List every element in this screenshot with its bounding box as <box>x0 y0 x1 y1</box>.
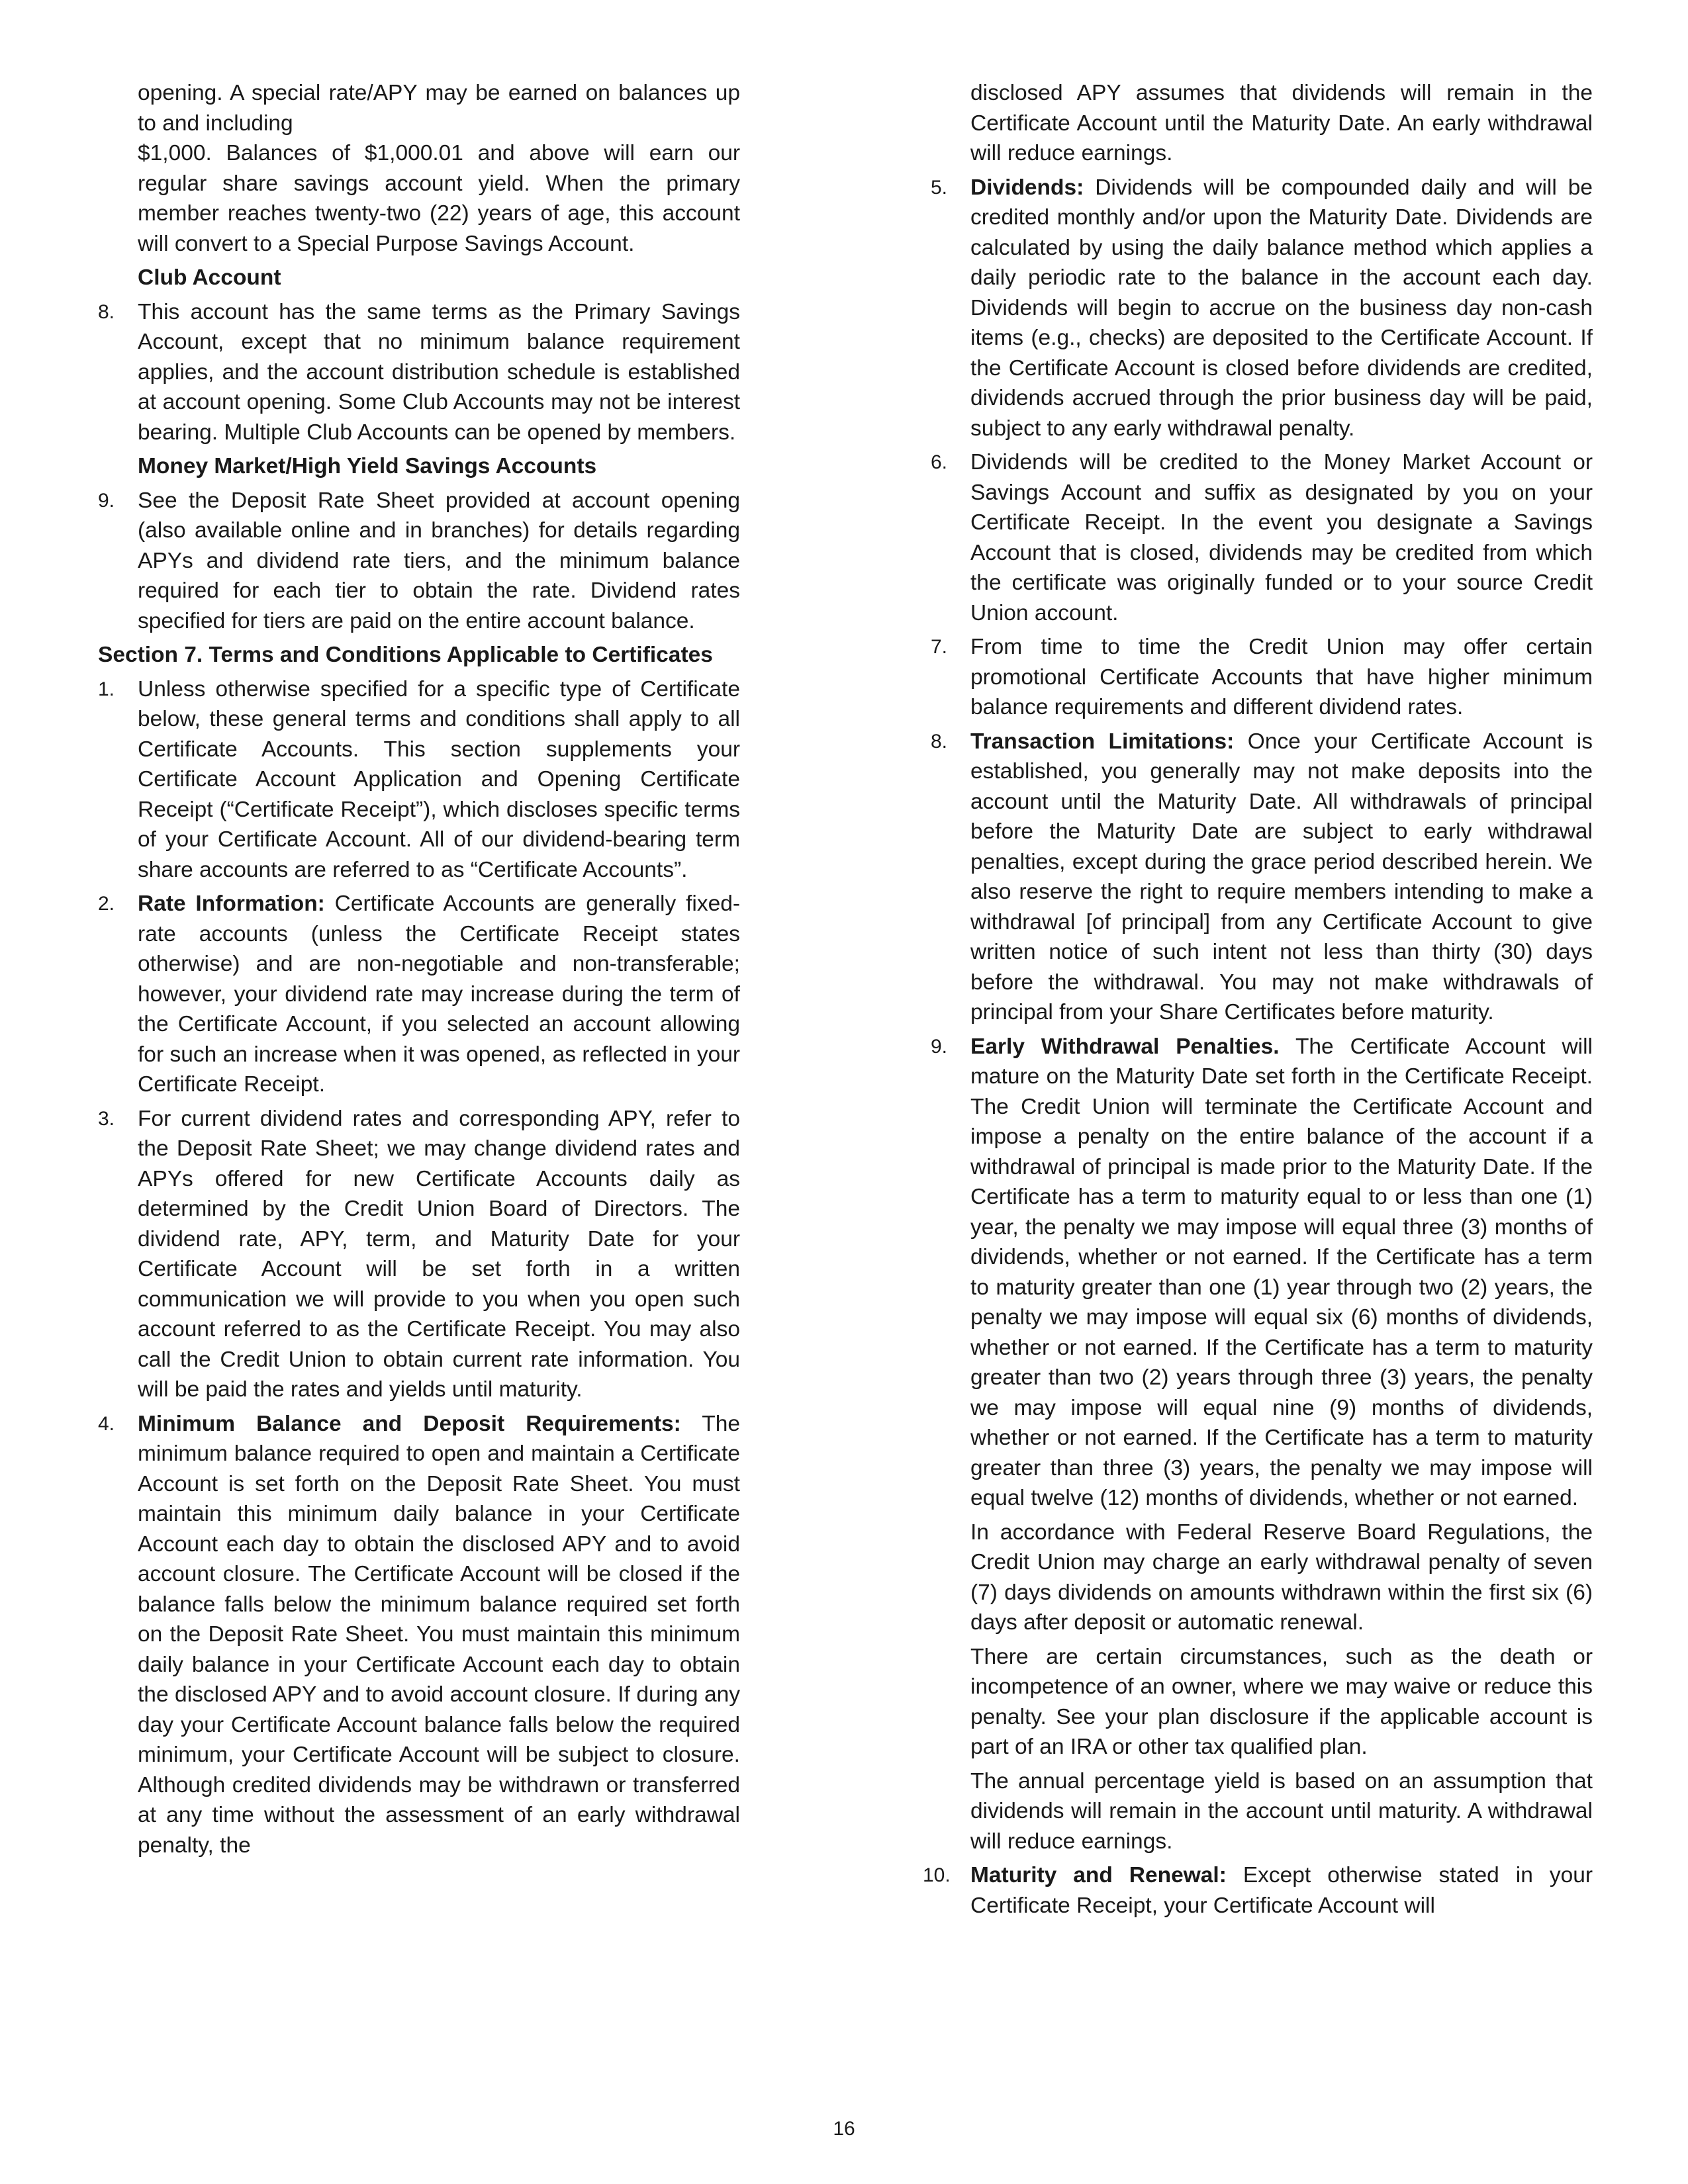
item-lead: Early Withdrawal Penalties. <box>970 1034 1280 1059</box>
item-number: 5. <box>931 176 948 199</box>
club-account-heading: Club Account <box>138 265 281 290</box>
item-number: 3. <box>98 1107 115 1130</box>
section7-item-7 <box>931 632 1593 723</box>
item-number: 10. <box>923 1864 951 1886</box>
right-column <box>923 78 1593 1921</box>
item-text: See the Deposit Rate Sheet provided at account opening (also available online and in branches) for details regarding APYs and dividend rate tiers, and the minimum balance required for each tier to obtain the rate. Dividend rates specified for tiers are paid on the entire account balance. <box>138 488 740 633</box>
item-text <box>138 889 740 1100</box>
item-body: Dividends will be compounded daily and will be credited monthly and/or upon the Maturity Date. Dividends are calculated by using the daily balance method which applies a daily periodic rate to the balance in the account each day. Dividends will begin to accrue on the business day non-cash items (e.g., checks) are deposited to the Certificate Account. If the Certificate Account is closed before dividends are credited, dividends accrued through the prior business day will be paid, subject to any early withdrawal penalty. <box>970 175 1593 441</box>
item-9-paragraph-4: The annual percentage yield is based on an assumption that dividends will remain in the account until maturity. A withdrawal will reduce earnings. <box>970 1768 1593 1854</box>
money-market-heading: Money Market/High Yield Savings Accounts <box>138 454 597 478</box>
item-lead: Transaction Limitations: <box>970 729 1235 754</box>
item-number: 2. <box>98 893 115 915</box>
item-number: 1. <box>98 678 115 700</box>
section7-item-2 <box>98 889 740 1100</box>
item-body: Except otherwise stated in your Certificate Receipt, your Certificate Account will <box>970 1863 1593 1918</box>
item-text: From time to time the Credit Union may offer certain promotional Certificate Accounts that have higher minimum balance requirements and different dividend rates. <box>970 635 1593 719</box>
item-number: 9. <box>931 1035 948 1058</box>
item-body: The Certificate Account will mature on the Maturity Date set forth in the Certificate Receipt. The Credit Union will terminate the Certificate Account and impose a penalty on the entire balance of the account if a withdrawal of principal is made prior to the Maturity Date. If the Certificate has a term to maturity equal to or less than one (1) year, the penalty we may impose will equal three (3) months of dividends, whether or not earned. If the Certificate has a term to maturity greater than one (1) year through two (2) years, the penalty we may impose will equal six (6) months of dividends, whether or not earned. If the Certificate has a term to maturity greater than two (2) years through three (3) years, the penalty we may impose will equal nine (9) months of dividends, whether or not earned. If the Certificate has a term to maturity greater than three (3) years, the penalty we may impose will equal twelve (12) months of dividends, whether or not earned. <box>970 1034 1593 1510</box>
item-number: 8. <box>98 300 115 323</box>
item-number: 9. <box>98 489 115 512</box>
page-number: 16 <box>833 2118 855 2140</box>
item-body: Once your Certificate Account is established, you generally may not make deposits into the account until the Maturity Date. All withdrawals of principal before the Maturity Date are subject to early withdrawal penalties, except during the grace period described herein. We also reserve the right to require members intending to make a withdrawal [of principal] from any Certificate Account to give written notice of such intent not less than thirty (30) days before the withdrawal. You may not make withdrawals of principal from your Share Certificates before maturity. <box>970 729 1593 1024</box>
item-body: The minimum balance required to open and maintain a Certificate Account is set forth on the Deposit Rate Sheet. You must maintain this minimum daily balance in your Certificate Account each day to obtain the disclosed APY and to avoid account closure. The Certificate Account will be closed if the balance falls below the minimum balance required set forth on the Deposit Rate Sheet. You must maintain this minimum daily balance in your Certificate Account each day to obtain the disclosed APY and to avoid account closure. If during any day your Certificate Account balance falls below the required minimum, your Certificate Account will be subject to closure. Although credited dividends may be withdrawn or transferred at any time without the assessment of an early withdrawal penalty, the <box>138 1411 740 1858</box>
section7-item-3 <box>98 1104 740 1405</box>
item-lead: Maturity and Renewal: <box>970 1863 1227 1888</box>
item-number: 8. <box>931 730 948 752</box>
item-text <box>970 173 1593 444</box>
section7-item-9 <box>931 1032 1593 1514</box>
item-9-paragraph-2: In accordance with Federal Reserve Board Regulations, the Credit Union may charge an early withdrawal penalty of seven (7) days dividends on amounts withdrawn within the first six (6) days after deposit or automatic renewal. <box>970 1520 1593 1635</box>
continued-paragraph-opening: opening. A special rate/APY may be earned on balances up to and including <box>138 81 740 136</box>
section7-item-1 <box>98 674 740 886</box>
item-number: 4. <box>98 1412 115 1435</box>
item-text: This account has the same terms as the Primary Savings Account, except that no minimum balance requirement applies, and the account distribution schedule is established at account opening. Some Club Accounts may not be interest bearing. Multiple Club Accounts can be opened by members. <box>138 299 740 445</box>
section7-item-4 <box>98 1409 740 1861</box>
item-lead: Rate Information: <box>138 891 325 916</box>
item-number: 7. <box>931 636 948 658</box>
item-text: For current dividend rates and corresponding APY, refer to the Deposit Rate Sheet; we may change dividend rates and APYs offered for new Certificate Accounts daily as determined by the Credit Union Board of Directors. The dividend rate, APY, term, and Maturity Date for your Certificate Account will be set forth in a written communication we will provide to you when you open such account referred to as the Certificate Receipt. You may also call the Credit Union to obtain current rate information. You will be paid the rates and yields until maturity. <box>138 1106 740 1402</box>
item-text <box>138 1409 740 1861</box>
item-lead: Minimum Balance and Deposit Requirements: <box>138 1411 681 1436</box>
list-item-8 <box>98 297 740 448</box>
item-number: 6. <box>931 451 948 473</box>
item-body: Certificate Accounts are generally fixed-rate accounts (unless the Certificate Receipt states otherwise) and are non-negotiable and non-transferable; however, your dividend rate may increase during the term of the Certificate Account, if you selected an account allowing for such an increase when it was opened, as reflected in your Certificate Receipt. <box>138 891 740 1097</box>
section7-item-6 <box>931 447 1593 628</box>
section7-item-10 <box>923 1860 1593 1921</box>
continued-paragraph: disclosed APY assumes that dividends will remain in the Certificate Account until the Maturity Date. An early withdrawal will reduce earnings. <box>970 81 1593 165</box>
item-text: Unless otherwise specified for a specific type of Certificate below, these general terms and conditions shall apply to all Certificate Accounts. This section supplements your Certificate Account Application and Opening Certificate Receipt (“Certificate Receipt”), which discloses specific terms of your Certificate Account. All of our dividend-bearing term share accounts are referred to as “Certificate Accounts”. <box>138 676 740 882</box>
left-column <box>98 78 740 1860</box>
item-text <box>970 1032 1593 1514</box>
section-7-heading: Section 7. Terms and Conditions Applicable to Certificates <box>98 643 713 667</box>
list-item-9 <box>98 486 740 637</box>
item-text <box>970 1860 1593 1921</box>
section7-item-5 <box>931 173 1593 444</box>
item-lead: Dividends: <box>970 175 1084 200</box>
item-9-paragraph-3: There are certain circumstances, such as the death or incompetence of an owner, where we may waive or reduce this penalty. See your plan disclosure if the applicable account is part of an IRA or other tax qualified plan. <box>970 1644 1593 1759</box>
section7-item-8 <box>931 727 1593 1028</box>
item-text <box>970 727 1593 1028</box>
item-text: Dividends will be credited to the Money Market Account or Savings Account and suffix as designated by you on your Certificate Receipt. In the event you designate a Savings Account that is closed, dividends may be credited from which the certificate was originally funded or to your source Credit Union account. <box>970 450 1593 625</box>
continued-paragraph-body: $1,000. Balances of $1,000.01 and above will earn our regular share savings account yield. When the primary member reaches twenty-two (22) years of age, this account will convert to a Special Purpose Savings Account. <box>138 141 740 256</box>
